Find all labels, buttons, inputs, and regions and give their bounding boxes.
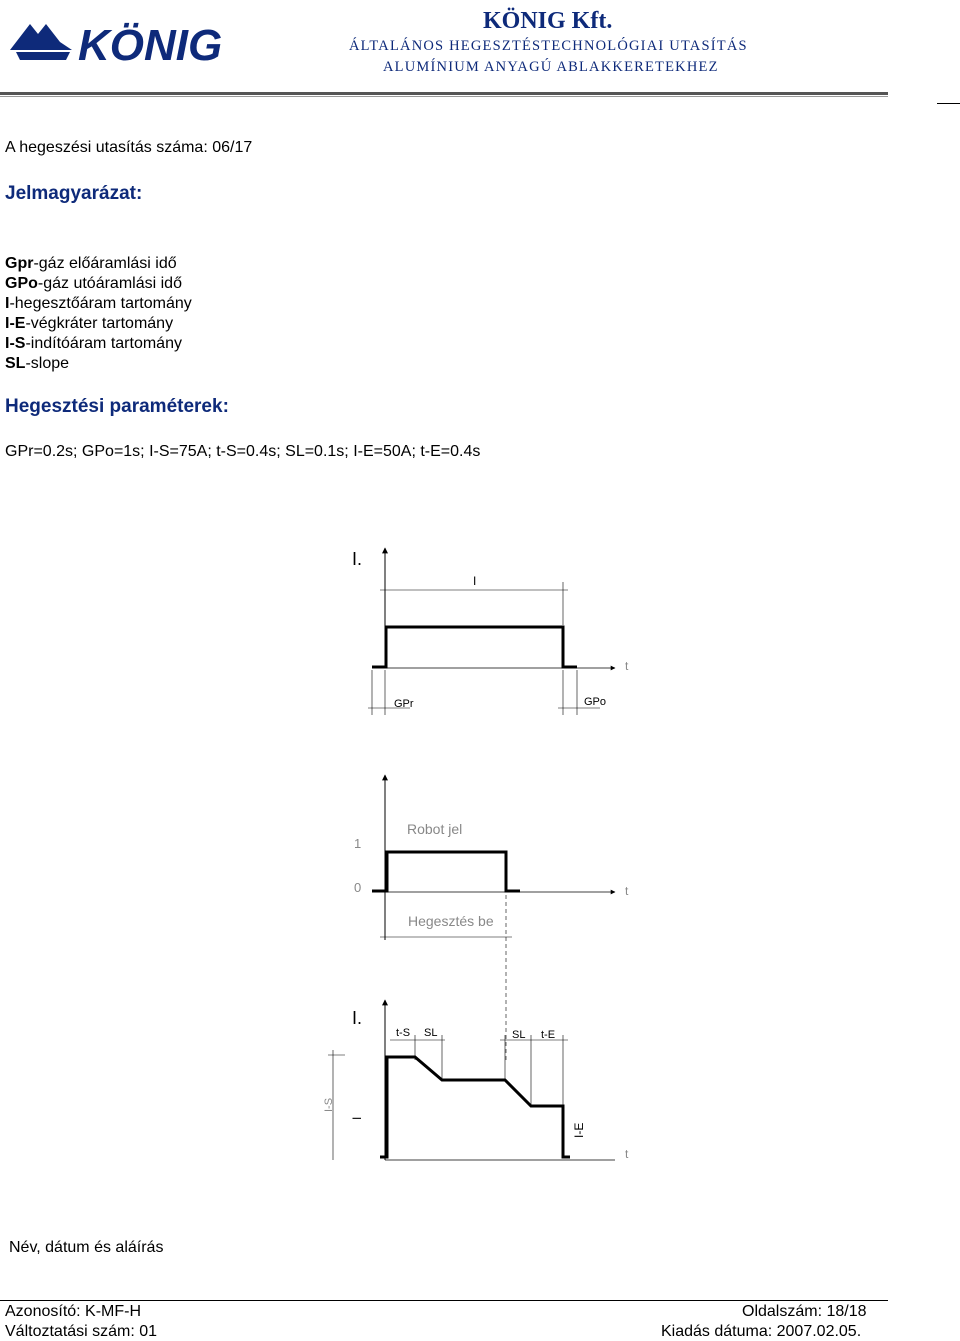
sl-label-1: SL bbox=[424, 1027, 438, 1039]
legend-code: I-S bbox=[5, 335, 26, 352]
top-y-axis-label: I. bbox=[352, 549, 363, 569]
legend-item bbox=[5, 295, 192, 313]
legend-text: -gáz előáramlási idő bbox=[33, 255, 177, 272]
te-label: t-E bbox=[541, 1029, 556, 1041]
legend-code: I bbox=[5, 295, 10, 312]
ts-label: t-S bbox=[396, 1027, 411, 1039]
legend-item bbox=[5, 335, 182, 353]
legend-title: Jelmagyarázat: bbox=[5, 183, 143, 204]
change-number: Változtatási szám: 01 bbox=[5, 1323, 158, 1340]
footer-rule bbox=[0, 1300, 888, 1301]
header-rule bbox=[0, 92, 888, 95]
corner-mark bbox=[937, 103, 960, 104]
params-line: GPr=0.2s; GPo=1s; I-S=75A; t-S=0.4s; SL=0.1s; I-E=50A; t-E=0.4s bbox=[5, 443, 481, 460]
issue-date: Kiadás dátuma: 2007.02.05. bbox=[661, 1323, 862, 1340]
legend-text: -slope bbox=[25, 355, 70, 372]
legend-text: -hegesztőáram tartomány bbox=[9, 295, 192, 312]
legend-text: -végkráter tartomány bbox=[25, 315, 174, 332]
top-t-label: t bbox=[625, 659, 629, 673]
signature-label: Név, dátum és aláírás bbox=[9, 1239, 164, 1256]
company-name: KÖNIG Kft. bbox=[483, 8, 613, 34]
page-number: Oldalszám: 18/18 bbox=[742, 1303, 867, 1320]
header-subtitle-2: ALUMÍNIUM ANYAGÚ ABLAKKERETEKHEZ bbox=[383, 59, 719, 75]
bottom-t-label: t bbox=[625, 1147, 629, 1161]
robot-signal-label: Robot jel bbox=[407, 821, 463, 837]
legend-code: SL bbox=[5, 355, 26, 372]
legend-code: I-E bbox=[5, 315, 26, 332]
header-rule-thin bbox=[0, 96, 888, 97]
legend-text: -indítóáram tartomány bbox=[25, 335, 182, 352]
gpo-label: GPo bbox=[584, 696, 607, 708]
konig-logo bbox=[8, 10, 253, 70]
ie-label: I-E bbox=[572, 1122, 586, 1138]
sl-label-2: SL bbox=[512, 1029, 526, 1041]
legend-item bbox=[5, 255, 177, 273]
header-subtitle-1: ÁLTALÁNOS HEGESZTÉSTECHNOLÓGIAI UTASÍTÁS bbox=[349, 38, 748, 54]
middle-t-label: t bbox=[625, 884, 629, 898]
welding-diagram bbox=[300, 530, 660, 1180]
params-title: Hegesztési paraméterek: bbox=[5, 396, 229, 417]
legend-item bbox=[5, 355, 69, 373]
level-1-label: 1 bbox=[354, 836, 362, 851]
gpr-label: GPr bbox=[394, 698, 414, 710]
document-id: Azonosító: K-MF-H bbox=[5, 1303, 142, 1320]
level-0-label: 0 bbox=[354, 880, 362, 895]
i-label: I bbox=[350, 1116, 364, 1120]
bottom-y-axis-label: I. bbox=[352, 1008, 363, 1028]
legend-code: Gpr bbox=[5, 255, 34, 272]
top-i-label: I bbox=[473, 574, 477, 588]
is-label: I-S bbox=[323, 1097, 335, 1112]
legend-item bbox=[5, 275, 182, 293]
legend-item bbox=[5, 315, 173, 333]
instruction-number: A hegeszési utasítás száma: 06/17 bbox=[5, 139, 253, 156]
welding-on-label: Hegesztés be bbox=[408, 913, 494, 929]
logo-wordmark: KÖNIG bbox=[78, 21, 223, 70]
legend-code: GPo bbox=[5, 275, 38, 292]
legend-text: -gáz utóáramlási idő bbox=[37, 275, 182, 292]
